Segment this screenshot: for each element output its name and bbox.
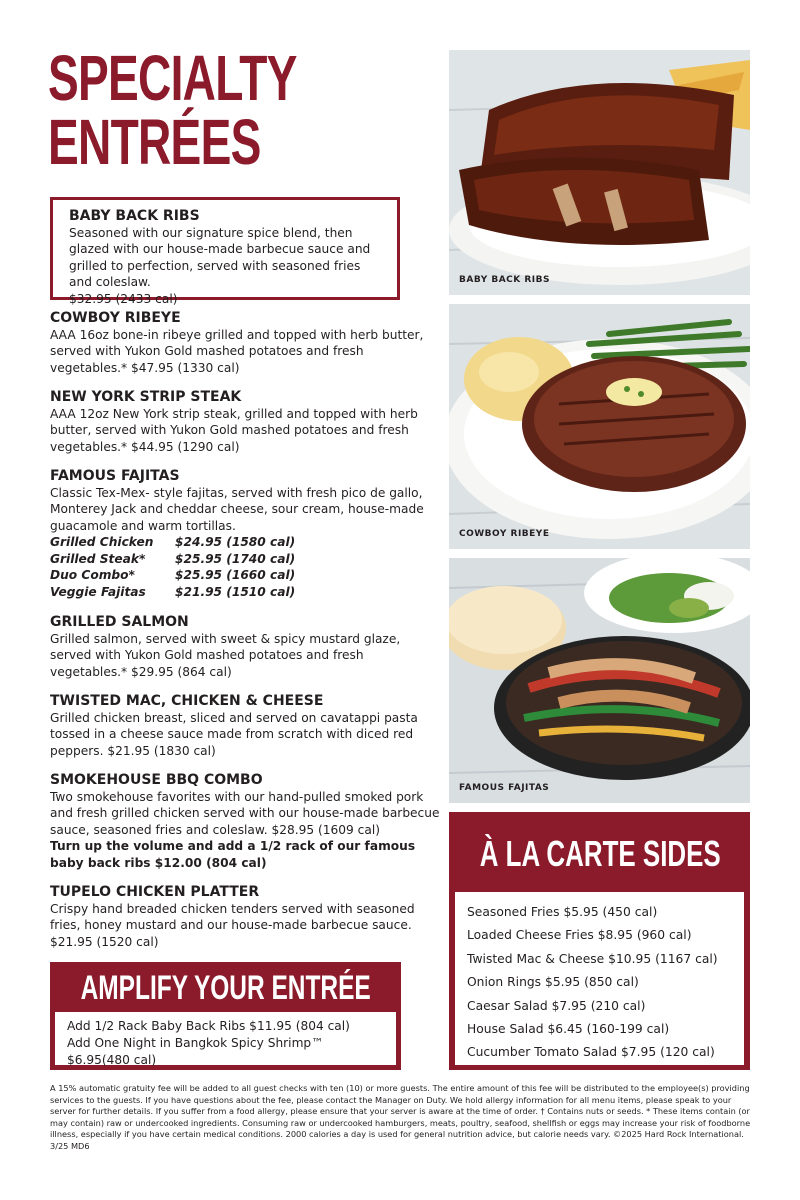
side-item: Cucumber Tomato Salad $7.95 (120 cal) — [467, 1045, 715, 1060]
photo-caption: BABY BACK RIBS — [459, 275, 551, 285]
option-price: $25.95 (1660 cal) — [175, 568, 296, 583]
page-title-line2: ENTRÉES — [48, 106, 261, 178]
legal-footer: A 15% automatic gratuity fee will be added to all guest checks with ten (10) or more guests. The entire amount of this fee will be distributed to the employee(s) providing services to the guests. If you have questions about the fee, please contact the Manager on Duty. We hold allergy information for all menu items, please speak to your server for further details. If you suffer from a food allergy, please ensure that your server is aware at the time of order. † Contains nuts or seeds. * These items contain (or may contain) raw or undercooked ingredients. Consuming raw or undercooked hamburgers, meats, poultry, seafood, shellfish or eggs may increase your risk of foodborne illness, especially if you have certain medical conditions. 2000 calories a day is used for general nutrition advice, but calorie needs vary. ©2025 Hard Rock International. 3/25 MD6 — [50, 1083, 751, 1151]
page-title — [48, 42, 322, 178]
sides-list — [455, 892, 744, 1065]
item-name: SMOKEHOUSE BBQ COMBO — [50, 772, 263, 788]
amplify-panel — [50, 962, 401, 1070]
menu-item-cowboy-ribeye — [50, 309, 442, 376]
item-desc: AAA 16oz bone-in ribeye grilled and topped with herb butter, served with Yukon Gold mashed potatoes and fresh vegetables.* $47.95 (1330 cal) — [50, 328, 424, 375]
sides-title: À LA CARTE SIDES — [479, 833, 721, 874]
item-name: TUPELO CHICKEN PLATTER — [50, 884, 260, 900]
photo-famous-fajitas — [449, 558, 750, 803]
item-name-baby-back-ribs: BABY BACK RIBS — [69, 208, 200, 224]
item-desc: Crispy hand breaded chicken tenders served with seasoned fries, honey mustard and our house-made barbecue sauce. $21.95 (1520 cal) — [50, 902, 415, 949]
side-item: Twisted Mac & Cheese $10.95 (1167 cal) — [467, 951, 718, 966]
item-name: NEW YORK STRIP STEAK — [50, 389, 242, 405]
item-desc: Two smokehouse favorites with our hand-pulled smoked pork and fresh grilled chicken served with our house-made barbecue sauce, seasoned fries and coleslaw. $28.95 (1609 cal) — [50, 790, 440, 837]
featured-item-box — [50, 197, 400, 306]
side-item: Caesar Salad $7.95 (210 cal) — [467, 998, 646, 1013]
option-price: $21.95 (1510 cal) — [175, 585, 296, 599]
menu-item-salmon — [50, 613, 442, 680]
fajita-option — [50, 584, 442, 601]
option-label: Veggie Fajitas — [50, 585, 146, 599]
item-name: TWISTED MAC, CHICKEN & CHEESE — [50, 693, 324, 709]
photo-baby-back-ribs — [449, 50, 750, 295]
photo-caption: COWBOY RIBEYE — [459, 529, 550, 539]
fajitas-illustration — [449, 558, 750, 803]
option-price: $25.95 (1740 cal) — [175, 551, 296, 566]
side-item: Seasoned Fries $5.95 (450 cal) — [467, 905, 658, 919]
side-item: Onion Rings $5.95 (850 cal) — [467, 975, 639, 990]
ribeye-illustration — [449, 304, 750, 549]
fajita-option — [50, 567, 442, 584]
ribs-illustration — [449, 50, 750, 295]
option-label: Duo Combo* — [50, 568, 135, 583]
menu-item-ny-strip — [50, 388, 442, 455]
fajita-option — [50, 534, 442, 551]
item-name: COWBOY RIBEYE — [50, 310, 181, 326]
amplify-list — [55, 1012, 396, 1065]
option-price: $24.95 (1580 cal) — [175, 535, 296, 550]
amplify-item: Add One Night in Bangkok Spicy Shrimp™ $6.95(480 cal) — [67, 1036, 324, 1067]
option-label: Grilled Chicken — [50, 535, 154, 550]
item-desc-baby-back-ribs: Seasoned with our signature spice blend, then glazed with our house-made barbecue sauce and grilled to perfection, served with seasoned fries and coleslaw. — [69, 226, 371, 290]
photo-cowboy-ribeye — [449, 304, 750, 549]
page-title-line1: SPECIALTY — [48, 42, 297, 114]
photo-caption: FAMOUS FAJITAS — [459, 783, 550, 793]
menu-item-fajitas — [50, 467, 442, 601]
item-desc: Grilled salmon, served with sweet & spicy mustard glaze, served with Yukon Gold mashed potatoes and fresh vegetables.* $29.95 (864 cal) — [50, 632, 401, 679]
item-name: GRILLED SALMON — [50, 614, 189, 630]
side-item: House Salad $6.45 (160-199 cal) — [467, 1022, 670, 1037]
menu-item-mac — [50, 692, 442, 759]
amplify-item: Add 1/2 Rack Baby Back Ribs $11.95 (804 cal) — [67, 1019, 350, 1033]
menu-item-tupelo — [50, 883, 442, 950]
menu-item-bbq-combo — [50, 771, 442, 871]
option-label: Grilled Steak* — [50, 551, 146, 566]
fajita-options — [50, 534, 442, 600]
fajita-option — [50, 551, 442, 568]
item-name: FAMOUS FAJITAS — [50, 468, 180, 484]
item-addon: Turn up the volume and add a 1/2 rack of our famous baby back ribs $12.00 (804 cal) — [50, 839, 416, 870]
amplify-title: AMPLIFY YOUR ENTRÉE — [80, 969, 371, 1007]
item-desc: Classic Tex-Mex- style fajitas, served with fresh pico de gallo, Monterey Jack and cheddar cheese, sour cream, house-made guacamole and warm tortillas. — [50, 486, 424, 533]
sides-panel — [449, 812, 750, 1070]
side-item: Loaded Cheese Fries $8.95 (960 cal) — [467, 928, 692, 943]
item-price-baby-back-ribs: $32.95 (2433 cal) — [69, 291, 178, 306]
item-desc: Grilled chicken breast, sliced and served on cavatappi pasta tossed in a cheese sauce made from scratch with diced red peppers. $21.95 (1830 cal) — [50, 711, 418, 758]
item-desc: AAA 12oz New York strip steak, grilled and topped with herb butter, served with Yukon Gold mashed potatoes and fresh vegetables.* $44.95 (1290 cal) — [50, 407, 418, 454]
